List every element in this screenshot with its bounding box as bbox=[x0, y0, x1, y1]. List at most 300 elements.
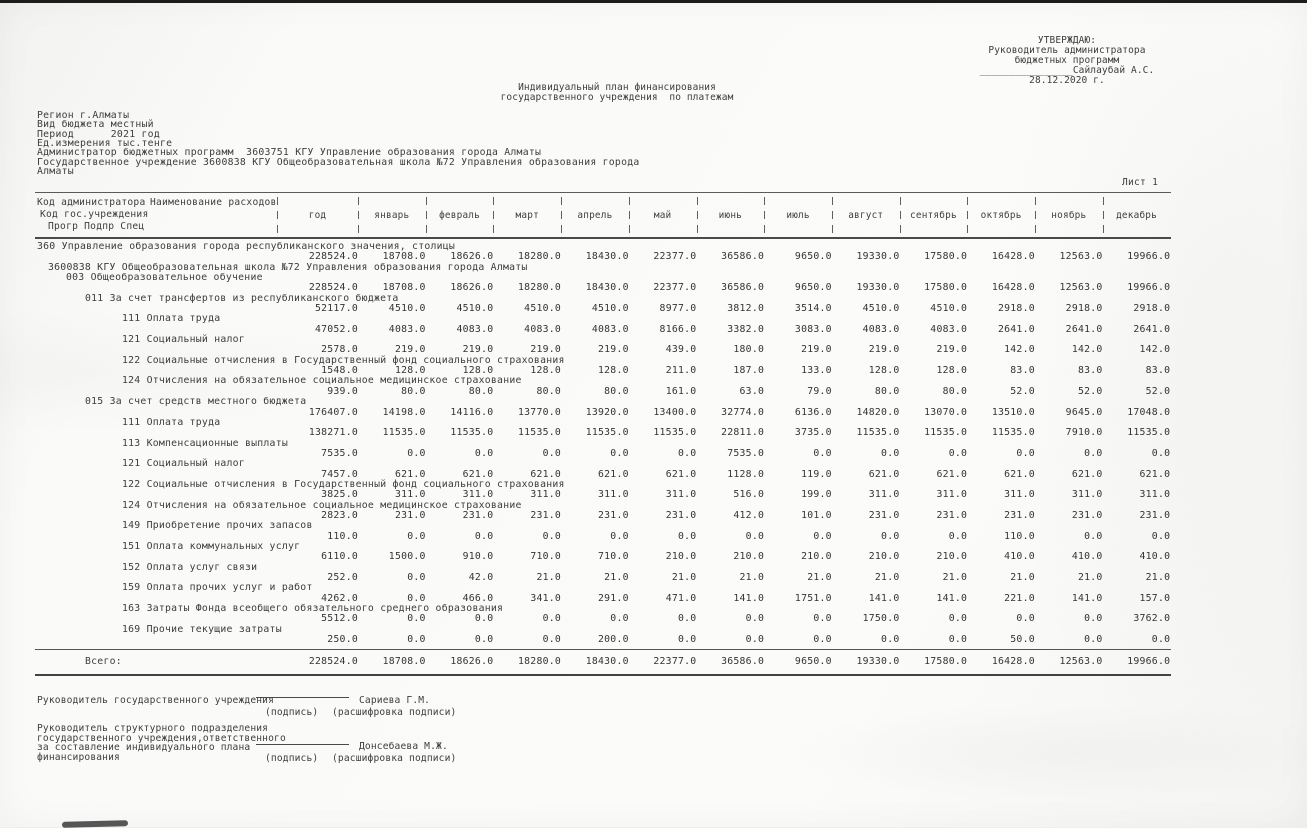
row-label: 015 За счет средств местного бюджета bbox=[85, 396, 307, 408]
cell-value: 4083.0 bbox=[388, 323, 426, 335]
column-header-month-8: август bbox=[848, 210, 884, 221]
cell-value: 18626.0 bbox=[450, 251, 494, 263]
cell-value: 128.0 bbox=[462, 365, 494, 377]
cell-value: 19966.0 bbox=[1127, 656, 1171, 668]
column-header-month-1: январь bbox=[374, 210, 410, 221]
cell-value: 3735.0 bbox=[794, 427, 832, 439]
approval-block bbox=[938, 36, 1196, 86]
cell-value: 9650.0 bbox=[794, 282, 832, 294]
cell-value: 0.0 bbox=[474, 634, 494, 646]
signature-caption: (подпись) bbox=[265, 707, 319, 718]
cell-value: 0.0 bbox=[948, 634, 968, 646]
cell-value: 36586.0 bbox=[721, 656, 765, 668]
cell-value: 133.0 bbox=[801, 365, 832, 377]
cell-value: 17580.0 bbox=[924, 656, 968, 668]
cell-value: 18430.0 bbox=[585, 251, 629, 263]
cell-value: 3083.0 bbox=[794, 323, 832, 335]
cell-value: 21.0 bbox=[874, 572, 900, 583]
cell-value: 11535.0 bbox=[518, 427, 562, 439]
cell-value: 9645.0 bbox=[1065, 406, 1103, 418]
cell-value: 311.0 bbox=[530, 489, 562, 501]
cell-value: 219.0 bbox=[801, 344, 832, 356]
approval-role-line1: Руководитель администратора bbox=[988, 44, 1146, 56]
cell-value: 200.0 bbox=[598, 634, 629, 646]
cell-value: 621.0 bbox=[1071, 468, 1103, 480]
column-header-month-11: ноябрь bbox=[1051, 210, 1087, 221]
signature-caption: (подпись) bbox=[265, 753, 319, 764]
cell-value: 7457.0 bbox=[321, 468, 358, 480]
cell-value: 52.0 bbox=[1010, 385, 1035, 397]
cell-value: 142.0 bbox=[1071, 344, 1103, 356]
cell-value: 210.0 bbox=[801, 551, 832, 563]
column-header-month-6: июнь bbox=[718, 210, 743, 221]
cell-value: 0.0 bbox=[474, 447, 494, 459]
cell-value: 0.0 bbox=[407, 634, 426, 646]
cell-value: 210.0 bbox=[665, 551, 697, 563]
column-separator bbox=[629, 197, 630, 205]
signature-line bbox=[256, 735, 349, 745]
cell-value: 0.0 bbox=[542, 447, 562, 459]
column-separator bbox=[277, 197, 278, 205]
approval-role-line2: бюджетных программ bbox=[1014, 54, 1120, 66]
cell-value: 36586.0 bbox=[721, 251, 765, 263]
cell-value: 219.0 bbox=[462, 344, 494, 356]
cell-value: 180.0 bbox=[733, 344, 765, 356]
column-separator bbox=[629, 225, 630, 233]
row-label: 111 Оплата труда bbox=[122, 313, 221, 325]
cell-value: 0.0 bbox=[542, 634, 562, 646]
info-budget-type: Вид бюджета местный bbox=[37, 119, 154, 131]
column-separator bbox=[764, 197, 765, 205]
cell-value: 12563.0 bbox=[1059, 251, 1103, 263]
cell-value: 2641.0 bbox=[997, 323, 1035, 335]
cell-value: 36586.0 bbox=[721, 282, 765, 294]
cell-value: 22377.0 bbox=[653, 656, 697, 668]
cell-value: 621.0 bbox=[394, 468, 426, 480]
column-separator bbox=[1035, 197, 1036, 205]
cell-value: 0.0 bbox=[677, 447, 697, 459]
column-separator bbox=[629, 211, 630, 219]
column-separator bbox=[697, 211, 698, 219]
cell-value: 0.0 bbox=[745, 530, 765, 542]
cell-value: 199.0 bbox=[801, 489, 832, 501]
column-separator bbox=[832, 225, 833, 233]
cell-value: 210.0 bbox=[868, 551, 900, 563]
cell-value: 341.0 bbox=[530, 592, 562, 604]
cell-value: 14198.0 bbox=[382, 406, 426, 418]
column-separator bbox=[561, 211, 562, 219]
cell-value: 231.0 bbox=[530, 509, 562, 521]
cell-value: 0.0 bbox=[542, 530, 562, 542]
cell-value: 80.0 bbox=[604, 385, 629, 397]
cell-value: 18626.0 bbox=[450, 282, 494, 294]
cell-value: 16428.0 bbox=[991, 251, 1035, 263]
cell-value: 1750.0 bbox=[862, 613, 900, 625]
cell-value: 52.0 bbox=[1077, 385, 1103, 397]
cell-value: 2823.0 bbox=[321, 509, 358, 521]
cell-value: 13400.0 bbox=[653, 406, 697, 418]
cell-value: 410.0 bbox=[1004, 551, 1035, 563]
cell-value: 80.0 bbox=[468, 385, 494, 397]
cell-value: 0.0 bbox=[745, 613, 765, 625]
cell-value: 17048.0 bbox=[1127, 406, 1171, 418]
row-label: 121 Социальный налог bbox=[122, 334, 245, 346]
cell-value: 0.0 bbox=[813, 634, 832, 646]
cell-value: 710.0 bbox=[598, 551, 629, 563]
cell-value: 621.0 bbox=[462, 468, 494, 480]
cell-value: 1548.0 bbox=[321, 365, 358, 377]
cell-value: 210.0 bbox=[936, 551, 968, 563]
cell-value: 80.0 bbox=[942, 385, 968, 397]
cell-value: 471.0 bbox=[665, 592, 697, 604]
cell-value: 4510.0 bbox=[591, 303, 629, 315]
row-label: 122 Социальные отчисления в Государственный фонд социального страхования bbox=[122, 354, 565, 366]
cell-value: 141.0 bbox=[936, 592, 968, 604]
cell-value: 1500.0 bbox=[388, 551, 426, 563]
cell-value: 11535.0 bbox=[585, 427, 629, 439]
cell-value: 0.0 bbox=[1151, 634, 1171, 646]
cell-value: 32774.0 bbox=[721, 406, 765, 418]
approval-signature-line: ________________Сайлаубай А.С. bbox=[979, 64, 1155, 76]
cell-value: 0.0 bbox=[745, 634, 765, 646]
cell-value: 0.0 bbox=[1016, 447, 1035, 459]
cell-value: 11535.0 bbox=[653, 427, 697, 439]
row-label: 124 Отчисления на обязательное социальное медицинское страхование bbox=[122, 499, 522, 511]
cell-value: 13920.0 bbox=[585, 406, 629, 418]
head-of-institution-label: Руководитель государственного учреждения bbox=[37, 695, 275, 706]
responsible-officer-label-line4: финансирования bbox=[37, 751, 120, 763]
cell-value: 621.0 bbox=[665, 468, 697, 480]
cell-value: 21.0 bbox=[536, 572, 562, 583]
cell-value: 21.0 bbox=[1077, 572, 1103, 583]
header-code-institution: Код гос.учреждения bbox=[40, 209, 149, 220]
cell-value: 22377.0 bbox=[653, 282, 697, 294]
column-separator bbox=[900, 225, 901, 233]
cell-value: 0.0 bbox=[407, 592, 426, 604]
row-label: 360 Управление образования города республиканского значения, столицы bbox=[37, 241, 456, 252]
cell-value: 621.0 bbox=[1004, 468, 1035, 480]
cell-value: 18280.0 bbox=[518, 251, 562, 263]
cell-value: 101.0 bbox=[801, 509, 832, 521]
cell-value: 252.0 bbox=[327, 572, 358, 583]
cell-value: 42.0 bbox=[468, 572, 494, 583]
column-separator bbox=[1035, 225, 1036, 233]
row-label: 169 Прочие текущие затраты bbox=[122, 623, 282, 635]
cell-value: 80.0 bbox=[536, 385, 562, 397]
cell-value: 142.0 bbox=[1004, 344, 1035, 356]
document-title-line1: Индивидуальный план финансирования bbox=[518, 82, 716, 93]
cell-value: 0.0 bbox=[474, 613, 494, 625]
cell-value: 9650.0 bbox=[794, 656, 832, 668]
cell-value: 13510.0 bbox=[991, 406, 1035, 418]
cell-value: 621.0 bbox=[530, 468, 562, 480]
cell-value: 0.0 bbox=[948, 530, 968, 542]
column-header-month-10: октябрь bbox=[980, 210, 1022, 221]
row-label: 163 Затраты Фонда всеобщего обязательного среднего образования bbox=[122, 603, 504, 615]
cell-value: 17580.0 bbox=[924, 251, 968, 263]
cell-value: 0.0 bbox=[474, 530, 494, 542]
cell-value: 231.0 bbox=[462, 509, 494, 521]
scanner-edge-artifact bbox=[0, 0, 1307, 3]
cell-value: 52.0 bbox=[1145, 385, 1171, 397]
column-separator bbox=[493, 225, 494, 233]
column-header-month-9: сентябрь bbox=[910, 210, 957, 221]
sheet-number-label: Лист 1 bbox=[1122, 177, 1159, 188]
cell-value: 219.0 bbox=[394, 344, 426, 356]
cell-value: 228524.0 bbox=[308, 656, 358, 668]
column-separator bbox=[967, 211, 968, 219]
cell-value: 0.0 bbox=[1084, 530, 1103, 542]
info-institution-line2: Алматы bbox=[37, 166, 74, 178]
column-separator bbox=[764, 225, 765, 233]
cell-value: 4510.0 bbox=[388, 303, 426, 315]
column-header-month-2: февраль bbox=[439, 210, 481, 221]
cell-value: 0.0 bbox=[542, 613, 562, 625]
total-label: Всего: bbox=[85, 656, 122, 668]
cell-value: 7910.0 bbox=[1065, 427, 1103, 439]
cell-value: 47052.0 bbox=[314, 323, 358, 335]
cell-value: 2918.0 bbox=[1133, 303, 1171, 315]
cell-value: 2918.0 bbox=[997, 303, 1035, 315]
cell-value: 21.0 bbox=[807, 572, 832, 583]
cell-value: 210.0 bbox=[733, 551, 765, 563]
cell-value: 50.0 bbox=[1010, 634, 1035, 646]
signature-line bbox=[256, 688, 349, 698]
cell-value: 6136.0 bbox=[794, 406, 832, 418]
row-label: 149 Приобретение прочих запасов bbox=[122, 520, 313, 532]
cell-value: 221.0 bbox=[1004, 592, 1035, 604]
column-header-month-4: апрель bbox=[577, 210, 613, 221]
column-header-month-12: декабрь bbox=[1116, 210, 1158, 221]
cell-value: 128.0 bbox=[868, 365, 900, 377]
cell-value: 11535.0 bbox=[1127, 427, 1171, 439]
column-separator bbox=[358, 225, 359, 233]
cell-value: 14116.0 bbox=[450, 406, 494, 418]
cell-value: 2918.0 bbox=[1065, 303, 1103, 315]
column-separator bbox=[426, 197, 427, 205]
cell-value: 0.0 bbox=[407, 613, 426, 625]
column-separator bbox=[277, 225, 278, 233]
table-body bbox=[35, 239, 1171, 645]
cell-value: 9650.0 bbox=[794, 251, 832, 263]
row-label: 003 Общеобразовательное обучение bbox=[66, 272, 263, 284]
cell-value: 311.0 bbox=[1004, 489, 1035, 501]
cell-value: 311.0 bbox=[1071, 489, 1103, 501]
cell-value: 6110.0 bbox=[321, 551, 358, 563]
cell-value: 0.0 bbox=[881, 634, 900, 646]
column-separator bbox=[561, 225, 562, 233]
cell-value: 4510.0 bbox=[524, 303, 562, 315]
cell-value: 52117.0 bbox=[314, 303, 358, 315]
cell-value: 4083.0 bbox=[524, 323, 562, 335]
cell-value: 21.0 bbox=[739, 572, 765, 583]
row-label: 011 За счет трансфертов из республиканского бюджета bbox=[85, 292, 399, 304]
cell-value: 4083.0 bbox=[591, 323, 629, 335]
financing-plan-table bbox=[35, 192, 1171, 676]
row-label: 113 Компенсационные выплаты bbox=[122, 437, 289, 449]
column-separator bbox=[426, 211, 427, 219]
cell-value: 18708.0 bbox=[382, 282, 426, 294]
cell-value: 1128.0 bbox=[727, 468, 765, 480]
cell-value: 141.0 bbox=[733, 592, 765, 604]
cell-value: 231.0 bbox=[1139, 509, 1171, 521]
cell-value: 910.0 bbox=[462, 551, 494, 563]
cell-value: 250.0 bbox=[327, 634, 358, 646]
cell-value: 19966.0 bbox=[1127, 282, 1171, 294]
row-label: 111 Оплата труда bbox=[122, 416, 221, 428]
cell-value: 0.0 bbox=[813, 530, 832, 542]
cell-value: 231.0 bbox=[1071, 509, 1103, 521]
cell-value: 18708.0 bbox=[382, 251, 426, 263]
cell-value: 311.0 bbox=[936, 489, 968, 501]
cell-value: 21.0 bbox=[942, 572, 968, 583]
info-administrator: Администратор бюджетных программ 3603751 КГУ Управление образования города Алматы bbox=[37, 147, 542, 159]
row-label: 151 Оплата коммунальных услуг bbox=[122, 540, 301, 552]
cell-value: 4510.0 bbox=[862, 303, 900, 315]
cell-value: 0.0 bbox=[881, 447, 900, 459]
column-separator bbox=[832, 211, 833, 219]
cell-value: 3382.0 bbox=[727, 323, 765, 335]
signature-decipher-caption: (расшифровка подписи) bbox=[332, 753, 457, 764]
cell-value: 12563.0 bbox=[1059, 282, 1103, 294]
cell-value: 4262.0 bbox=[321, 592, 358, 604]
cell-value: 19330.0 bbox=[856, 282, 900, 294]
cell-value: 18708.0 bbox=[382, 656, 426, 668]
cell-value: 0.0 bbox=[1084, 634, 1103, 646]
cell-value: 19966.0 bbox=[1127, 251, 1171, 263]
cell-value: 231.0 bbox=[868, 509, 900, 521]
column-separator bbox=[697, 225, 698, 233]
info-unit: Ед.измерения тыс.тенге bbox=[37, 138, 173, 150]
cell-value: 228524.0 bbox=[308, 251, 358, 263]
cell-value: 128.0 bbox=[598, 365, 629, 377]
cell-value: 11535.0 bbox=[991, 427, 1035, 439]
cell-value: 128.0 bbox=[530, 365, 562, 377]
table-header bbox=[35, 192, 1171, 239]
cell-value: 2641.0 bbox=[1133, 323, 1171, 335]
cell-value: 161.0 bbox=[665, 385, 697, 397]
cell-value: 19330.0 bbox=[856, 251, 900, 263]
cell-value: 0.0 bbox=[677, 613, 697, 625]
responsible-officer-name: Донсебаева М.Ж. bbox=[359, 741, 448, 752]
cell-value: 410.0 bbox=[1139, 551, 1171, 563]
column-separator bbox=[493, 197, 494, 205]
cell-value: 18430.0 bbox=[585, 282, 629, 294]
cell-value: 0.0 bbox=[610, 530, 629, 542]
cell-value: 119.0 bbox=[801, 468, 832, 480]
cell-value: 3825.0 bbox=[321, 489, 358, 501]
approval-date: 28.12.2020 г. bbox=[1029, 74, 1105, 86]
cell-value: 228524.0 bbox=[308, 282, 358, 294]
cell-value: 0.0 bbox=[1151, 447, 1171, 459]
cell-value: 0.0 bbox=[407, 530, 426, 542]
column-separator bbox=[764, 211, 765, 219]
cell-value: 231.0 bbox=[665, 509, 697, 521]
cell-value: 4083.0 bbox=[862, 323, 900, 335]
cell-value: 311.0 bbox=[598, 489, 629, 501]
cell-value: 0.0 bbox=[1084, 613, 1103, 625]
cell-value: 3514.0 bbox=[794, 303, 832, 315]
header-code-administrator: Код администратора bbox=[37, 197, 146, 208]
cell-value: 141.0 bbox=[868, 592, 900, 604]
cell-value: 80.0 bbox=[401, 385, 426, 397]
document-title bbox=[417, 83, 817, 102]
row-label: 3600838 КГУ Общеобразовательная школа №72 Управления образования города Алматы bbox=[48, 261, 528, 273]
cell-value: 176407.0 bbox=[308, 406, 358, 418]
cell-value: 231.0 bbox=[598, 509, 629, 521]
column-separator bbox=[697, 197, 698, 205]
cell-value: 466.0 bbox=[462, 592, 494, 604]
document-info-block bbox=[37, 111, 640, 176]
row-label: 122 Социальные отчисления в Государственный фонд социального страхования bbox=[122, 478, 565, 490]
cell-value: 311.0 bbox=[665, 489, 697, 501]
column-separator bbox=[358, 211, 359, 219]
cell-value: 311.0 bbox=[394, 489, 426, 501]
cell-value: 22811.0 bbox=[721, 427, 765, 439]
column-separator bbox=[561, 197, 562, 205]
cell-value: 0.0 bbox=[1151, 530, 1171, 542]
cell-value: 13770.0 bbox=[518, 406, 562, 418]
column-separator bbox=[832, 197, 833, 205]
approval-heading: УТВЕРЖДАЮ: bbox=[1037, 35, 1097, 46]
cell-value: 21.0 bbox=[604, 572, 629, 583]
cell-value: 128.0 bbox=[936, 365, 968, 377]
column-separator bbox=[900, 211, 901, 219]
cell-value: 291.0 bbox=[598, 592, 629, 604]
cell-value: 4083.0 bbox=[930, 323, 968, 335]
cell-value: 0.0 bbox=[677, 634, 697, 646]
cell-value: 231.0 bbox=[1004, 509, 1035, 521]
row-label: 152 Оплата услуг связи bbox=[122, 561, 258, 573]
cell-value: 187.0 bbox=[733, 365, 765, 377]
cell-value: 219.0 bbox=[598, 344, 629, 356]
cell-value: 439.0 bbox=[665, 344, 697, 356]
cell-value: 5512.0 bbox=[321, 613, 358, 625]
cell-value: 0.0 bbox=[948, 613, 968, 625]
column-header-month-7: июль bbox=[786, 210, 810, 221]
column-separator bbox=[900, 197, 901, 205]
cell-value: 18626.0 bbox=[450, 656, 494, 668]
cell-value: 621.0 bbox=[868, 468, 900, 480]
cell-value: 410.0 bbox=[1071, 551, 1103, 563]
cell-value: 141.0 bbox=[1071, 592, 1103, 604]
cell-value: 0.0 bbox=[881, 530, 900, 542]
cell-value: 11535.0 bbox=[856, 427, 900, 439]
cell-value: 79.0 bbox=[807, 385, 832, 397]
cell-value: 710.0 bbox=[530, 551, 562, 563]
row-label: 121 Социальный налог bbox=[122, 458, 245, 470]
cell-value: 4510.0 bbox=[456, 303, 494, 315]
cell-value: 0.0 bbox=[610, 613, 629, 625]
cell-value: 4510.0 bbox=[930, 303, 968, 315]
header-expense-name: Наименование расходов bbox=[150, 197, 277, 208]
column-separator bbox=[1103, 197, 1104, 205]
column-header-month-3: март bbox=[515, 210, 539, 221]
cell-value: 63.0 bbox=[739, 385, 765, 397]
cell-value: 13070.0 bbox=[924, 406, 968, 418]
cell-value: 83.0 bbox=[1077, 365, 1103, 377]
document-title-line2: государственного учреждения по платежам bbox=[500, 91, 734, 103]
cell-value: 11535.0 bbox=[450, 427, 494, 439]
cell-value: 311.0 bbox=[462, 489, 494, 501]
cell-value: 7535.0 bbox=[727, 447, 765, 459]
cell-value: 18280.0 bbox=[518, 656, 562, 668]
row-label: 124 Отчисления на обязательное социальное медицинское страхование bbox=[122, 375, 522, 387]
cell-value: 0.0 bbox=[610, 447, 629, 459]
cell-value: 3812.0 bbox=[727, 303, 765, 315]
cell-value: 231.0 bbox=[394, 509, 426, 521]
cell-value: 11535.0 bbox=[382, 427, 426, 439]
